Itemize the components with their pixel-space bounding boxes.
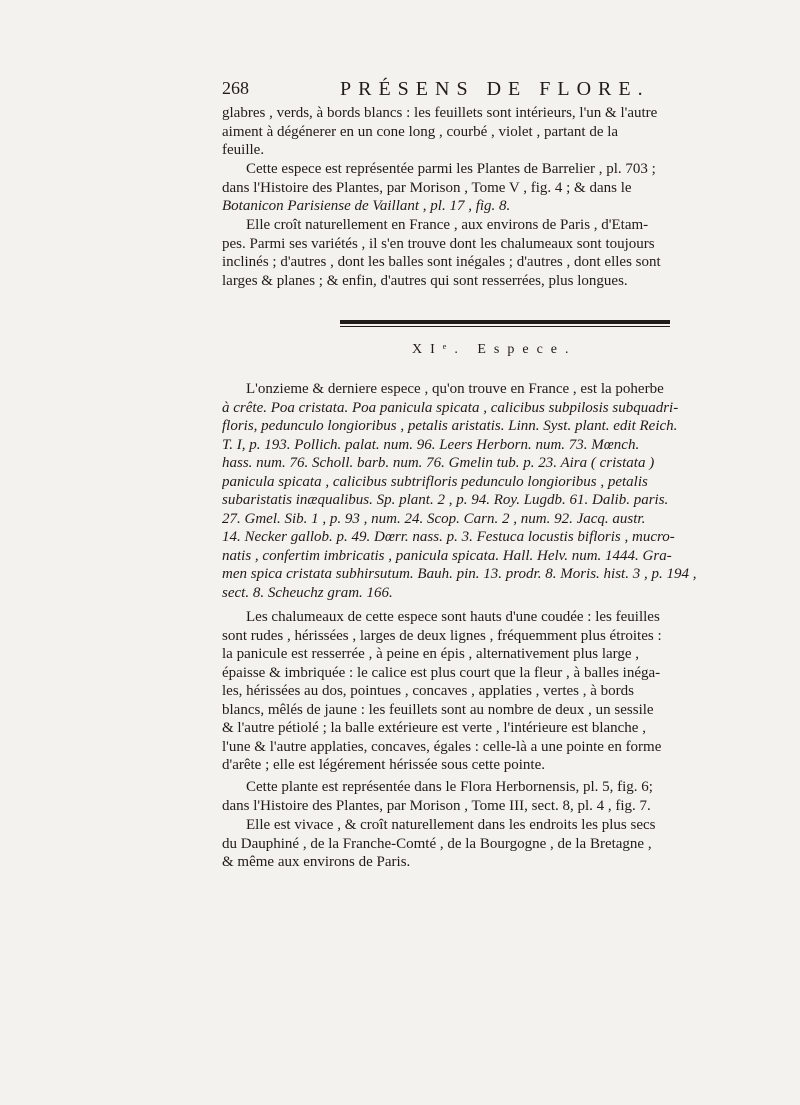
text-line: natis , confertim imbricatis , panicula spicata. Hall. Helv. num. 1444. Gra- [222, 547, 672, 564]
page-number: 268 [222, 78, 249, 98]
text-line: d'arête ; elle est légérement hérissée sous cette pointe. [222, 757, 545, 773]
text-line: subaristatis inæqualibus. Sp. plant. 2 , p. 94. Roy. Lugdb. 61. Dalib. paris. [222, 492, 669, 508]
section-rule-thin [340, 326, 670, 327]
top-paragraph [222, 104, 774, 160]
section-rule [340, 320, 670, 324]
text-line: Elle croît naturellement en France , aux environs de Paris , d'Etam- [246, 217, 649, 233]
text-line: 14. Necker gallob. p. 49. Dœrr. nass. p. 3. Festuca locustis bifloris , mucro- [222, 529, 675, 545]
text-line: Cette plante est représentée dans le Flora Herbornensis, pl. 5, fig. 6; [246, 779, 653, 795]
text-line: sect. 8. Scheuchz gram. 166. [222, 584, 393, 601]
text-line: L'onzieme & derniere espece , qu'on trouve en France , est la poherbe [246, 381, 664, 397]
text-line: blancs, mêlés de jaune : les feuillets sont au nombre de deux , un sessile [222, 701, 654, 718]
section-heading: XIᵉ. Espece. [412, 342, 577, 357]
text-line: l'une & l'autre applaties, concaves, égales : celle-là a une pointe en forme [222, 738, 662, 755]
text-line: glabres , verds, à bords blancs : les feuillets sont intérieurs, l'un & l'autre [222, 105, 658, 121]
text-line: Cette espece est représentée parmi les Plantes de Barrelier , pl. 703 ; [246, 161, 656, 177]
text-line: à crête. Poa cristata. Poa panicula spicata , calicibus subpilosis subquadri- [222, 399, 679, 416]
running-title: PRÉSENS DE FLORE. [340, 78, 650, 100]
text-line: la panicule est resserrée , à peine en épis , alternativement plus large , [222, 646, 640, 662]
description-paragraph [222, 608, 774, 775]
text-line: Elle est vivace , & croît naturellement dans les endroits les plus secs [246, 817, 656, 833]
text-line: & l'autre pétiolé ; la balle extérieure est verte , l'intérieure est blanche , [222, 720, 646, 736]
synonymy-paragraph [222, 380, 774, 602]
text-line: sont rudes , hérissées , larges de deux lignes , fréquemment plus étroites : [222, 627, 662, 644]
text-line: dans l'Histoire des Plantes, par Morison , Tome V , fig. 4 ; & dans le [222, 179, 632, 196]
text-line: aiment à dégénerer en un cone long , courbé , violet , partant de la [222, 123, 619, 140]
running-header [222, 78, 662, 102]
text-line: panicula spicata , calicibus subtrifloris pedunculo longioribus , petalis [222, 473, 648, 490]
text-line: Les chalumeaux de cette espece sont hauts d'une coudée : les feuilles [246, 609, 660, 625]
text-line: floris, pedunculo longioribus , petalis aristatis. Linn. Syst. plant. edit Reich. [222, 418, 678, 434]
text-line: T. I, p. 193. Pollich. palat. num. 96. Leers Herborn. num. 73. Mœnch. [222, 436, 640, 453]
text-line: pes. Parmi ses variétés , il s'en trouve dont les chalumeaux sont toujours [222, 235, 655, 252]
text-line: men spica cristata subhirsutum. Bauh. pin. 13. prodr. 8. Moris. hist. 3 , p. 194 , [222, 566, 697, 582]
figures-paragraph [222, 778, 774, 815]
text-line: 27. Gmel. Sib. 1 , p. 93 , num. 24. Scop. Carn. 2 , num. 92. Jacq. austr. [222, 510, 646, 527]
text-line: du Dauphiné , de la Franche-Comté , de la Bourgogne , de la Bretagne , [222, 835, 652, 852]
habitat-paragraph [222, 216, 774, 290]
text-line: inclinés ; d'autres , dont les balles sont inégales ; d'autres , dont elles sont [222, 254, 661, 270]
text-line: larges & planes ; & enfin, d'autres qui sont resserrées, plus longues. [222, 272, 628, 289]
text-line: & même aux environs de Paris. [222, 854, 411, 870]
representation-paragraph [222, 160, 774, 216]
text-line: Botanicon Parisiense de Vaillant , pl. 17 , fig. 8. [222, 198, 511, 214]
text-line: feuille. [222, 142, 265, 158]
text-line: dans l'Histoire des Plantes, par Morison , Tome III, sect. 8, pl. 4 , fig. 7. [222, 797, 651, 814]
text-line: épaisse & imbriquée : le calice est plus court que la fleur , à balles inéga- [222, 664, 661, 681]
text-line: les, hérissées au dos, pointues , concaves , applaties , vertes , à bords [222, 683, 634, 699]
final-paragraph [222, 816, 774, 872]
text-line: hass. num. 76. Scholl. barb. num. 76. Gmelin tub. p. 23. Aira ( cristata ) [222, 455, 655, 471]
